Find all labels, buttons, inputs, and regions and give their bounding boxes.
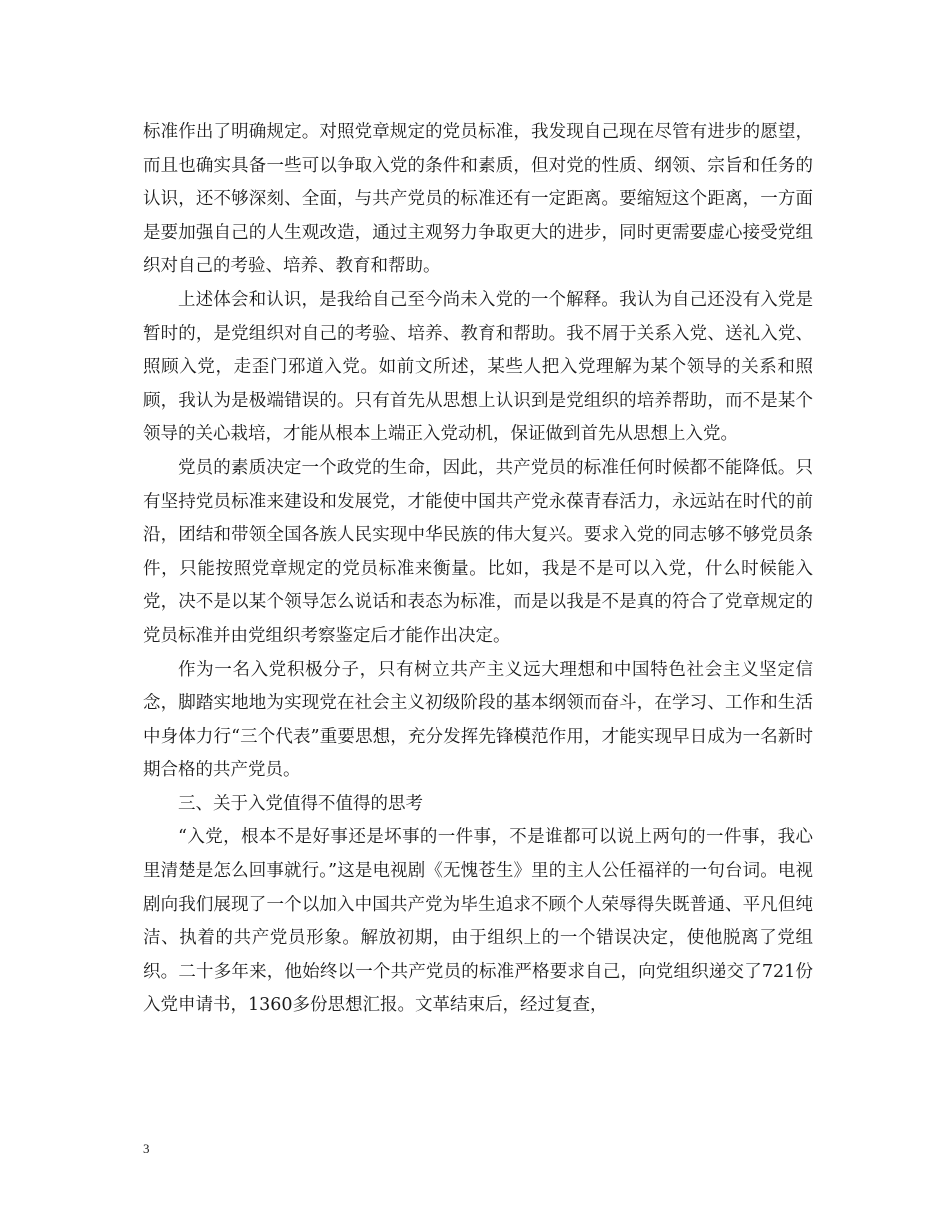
page-number: 3 xyxy=(143,1141,150,1156)
paragraph-continued: 标准作出了明确规定。对照党章规定的党员标准，我发现自己现在尽管有进步的愿望，而且也确实具备一些可以争取入党的条件和素质，但对党的性质、纲领、宗旨和任务的认识，还不够深刻、全面，与共产党员的标准还有一定距离。要缩短这个距离，一方面是要加强自己的人生观改造，通过主观努力争取更大的进步，同时更需要虚心接受党组织对自己的考验、培养、教育和帮助。 xyxy=(143,122,813,277)
paragraph-activist: 作为一名入党积极分子，只有树立共产主义远大理想和中国特色社会主义坚定信念，脚踏实地地为实现党在社会主义初级阶段的基本纲领而奋斗，在学习、工作和生活中身体力行“三个代表”重要思想，充分发挥先锋模范作用，才能实现早日成为一名新时期合格的共产党员。 xyxy=(143,659,813,781)
document-body xyxy=(143,116,813,1023)
paragraph-explanation: 上述体会和认识，是我给自己至今尚未入党的一个解释。我认为自己还没有入党是暂时的，是党组织对自己的考验、培养、教育和帮助。我不屑于关系入党、送礼入党、照顾入党，走歪门邪道入党。如前文所述，某些人把入党理解为某个领导的关系和照顾，我认为是极端错误的。只有首先从思想上认识到是党组织的培养帮助，而不是某个领导的关心栽培，才能从根本上端正入党动机，保证做到首先从思想上入党。 xyxy=(143,289,813,445)
section-heading: 三、关于入党值得不值得的思考 xyxy=(178,793,423,814)
paragraph-tv-drama: “入党，根本不是好事还是坏事的一件事，不是谁都可以说上两句的一件事，我心里清楚是怎么回事就行。”这是电视剧《无愧苍生》里的主人公任福祥的一句台词。电视剧向我们展现了一个以加入中国共产党为毕生追求不顾个人荣辱得失既普通、平凡但纯洁、执着的共产党员形象。解放初期，由于组织上的一个错误决定，使他脱离了党组织。二十多年来，他始终以一个共产党员的标准严格要求自己，向党组织递交了721份入党申请书，1360多份思想汇报。文革结束后，经过复查， xyxy=(143,827,813,1016)
paragraph-party-standard: 党员的素质决定一个政党的生命，因此，共产党员的标准任何时候都不能降低。只有坚持党员标准来建设和发展党，才能使中国共产党永葆青春活力，永远站在时代的前沿，团结和带领全国各族人民实现中华民族的伟大复兴。要求入党的同志够不够党员条件，只能按照党章规定的党员标准来衡量。比如，我是不是可以入党，什么时候能入党，决不是以某个领导怎么说话和表态为标准，而是以我是不是真的符合了党章规定的党员标准并由党组织考察鉴定后才能作出决定。 xyxy=(143,457,813,646)
